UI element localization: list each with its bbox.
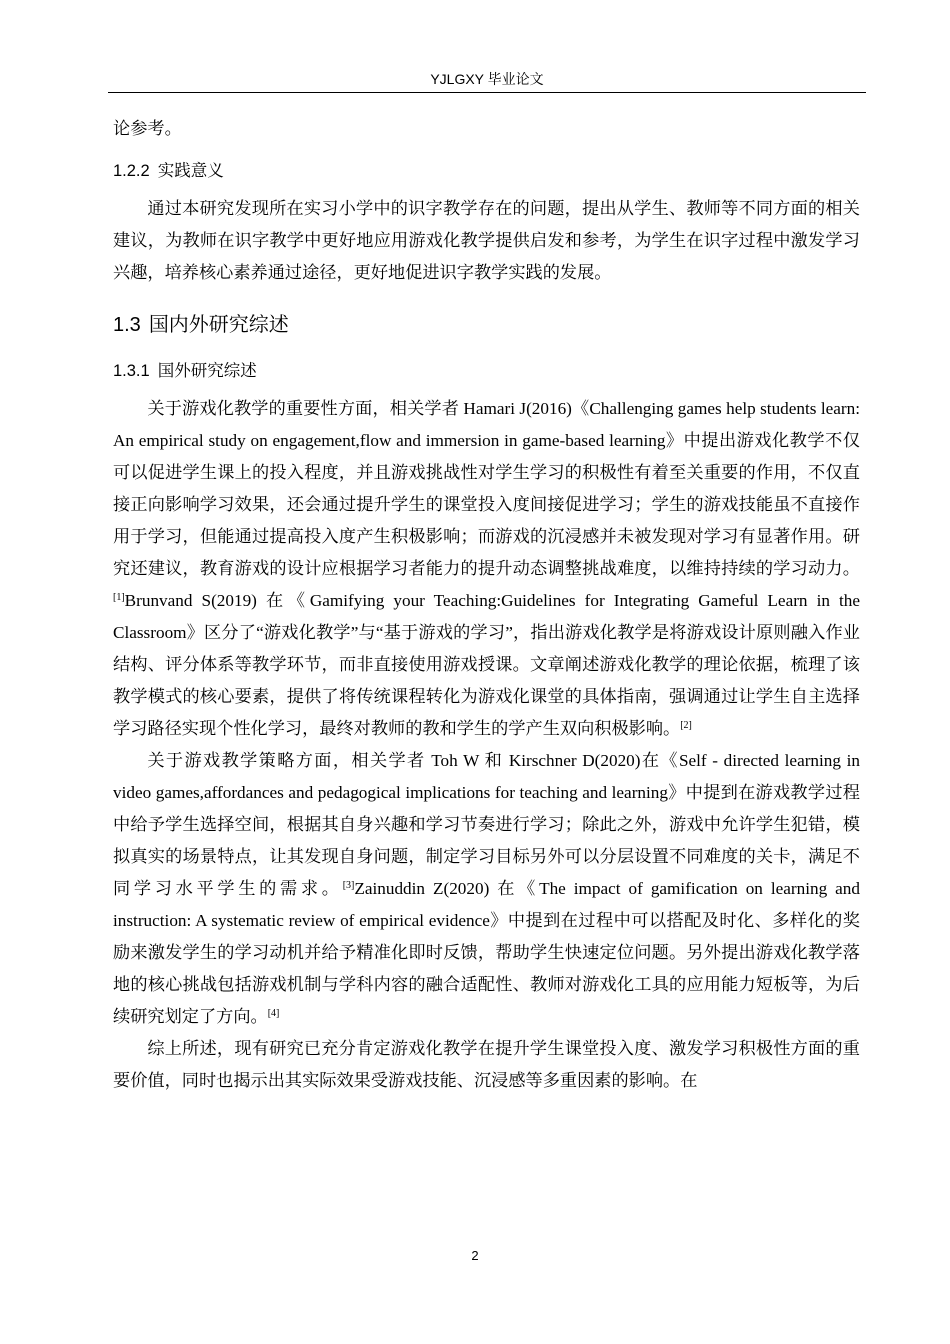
paragraph-text: 关于游戏教学策略方面，相关学者 Toh W 和 Kirschner D(2020)在《Self - directed learning in video games,affordances and pedagogical implications for teaching and learning》中提到在游戏教学过程中给予学生选择空间，根据其自身兴趣和学习节奏进行学习；除此之外，游戏中允许学生犯错，模拟真实的场景特点，让其发现自身问题，制定学习目标另外可以分层设置不同难度的关卡，满足不同学习水平学生的需求。 xyxy=(113,751,860,898)
page-body xyxy=(113,113,860,1097)
paragraph-text: Brunvand S(2019) 在《Gamifying your Teaching:Guidelines for Integrating Gameful Learn in the Classroom》区分了“游戏化教学”与“基于游戏的学习”，指出游戏化教学是将游戏设计原则融入作业结构、评分体系等教学环节，而非直接使用游戏授课。文章阐述游戏化教学的理论依据，梳理了该教学模式的核心要素，提供了将传统课程转化为游戏化课堂的具体指南，强调通过让学生自主选择学习路径实现个性化学习，最终对教师的教和学生的学产生双向积极影响。 xyxy=(113,591,860,738)
citation-ref-1: [1] xyxy=(113,592,125,603)
heading-1-3-1 xyxy=(113,355,860,387)
heading-number: 1.3 xyxy=(113,314,141,336)
heading-title: 国内外研究综述 xyxy=(148,314,289,336)
heading-number: 1.2.2 xyxy=(113,162,150,180)
page-header: YJLGXY 毕业论文 xyxy=(430,71,544,87)
heading-title: 国外研究综述 xyxy=(157,362,257,380)
header-rule xyxy=(108,92,866,93)
paragraph-text: 关于游戏化教学的重要性方面，相关学者 Hamari J(2016)《Challenging games help students learn: An empirical study on engagement,flow and immersion in game-based learning》中提出游戏化教学不仅可以促进学生课上的投入程度，并且游戏挑战性对学生学习的积极性有着至关重要的作用，不仅直接正向影响学习效果，还会通过提升学生的课堂投入度间接促进学习；学生的游戏技能虽不直接作用于学习，但能通过提高投入度产生积极影响；而游戏的沉浸感并未被发现对学习有显著作用。研究还建议，教育游戏的设计应根据学习者能力的提升动态调整挑战难度，以维持持续的学习动力。 xyxy=(113,399,860,578)
heading-1-2-2 xyxy=(113,155,860,187)
paragraph-summary: 综上所述，现有研究已充分肯定游戏化教学在提升学生课堂投入度、激发学习积极性方面的重要价值，同时也揭示出其实际效果受游戏技能、沉浸感等多重因素的影响。在 xyxy=(113,1039,860,1090)
heading-1-3 xyxy=(113,309,860,341)
citation-ref-2: [2] xyxy=(680,720,692,731)
paragraph-text: Zainuddin Z(2020) 在《The impact of gamification on learning and instruction: A systematic review of empirical evidence》中提到在过程中可以搭配及时化、多样化的奖励来激发学生的学习动机并给予精准化即时反馈，帮助学生快速定位问题。另外提出游戏化教学落地的核心挑战包括游戏机制与学科内容的融合适配性、教师对游戏化工具的应用能力短板等，为后续研究划定了方向。 xyxy=(113,879,860,1026)
citation-ref-4: [4] xyxy=(267,1008,280,1019)
paragraph-importance xyxy=(113,393,860,745)
heading-number: 1.3.1 xyxy=(113,362,150,380)
paragraph-practical-significance: 通过本研究发现所在实习小学中的识字教学存在的问题，提出从学生、教师等不同方面的相关建议，为教师在识字教学中更好地应用游戏化教学提供启发和参考，为学生在识字过程中激发学习兴趣，培养核心素养通过途径，更好地促进识字教学实践的发展。 xyxy=(113,199,860,282)
citation-ref-3: [3] xyxy=(342,880,355,891)
paragraph-strategy xyxy=(113,745,860,1033)
page-number: 2 xyxy=(471,1248,479,1263)
continued-text: 论参考。 xyxy=(113,119,182,138)
heading-title: 实践意义 xyxy=(157,162,224,180)
